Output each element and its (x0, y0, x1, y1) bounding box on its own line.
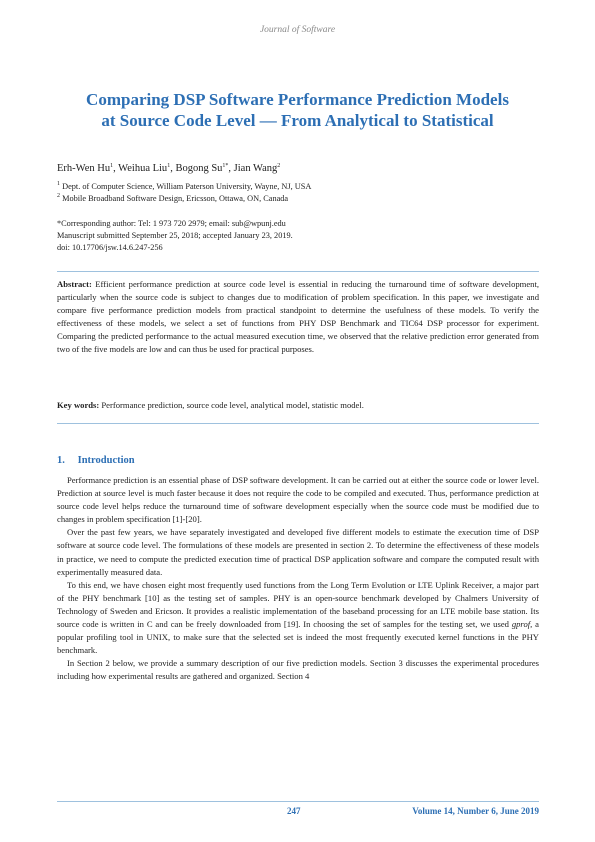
corresponding-author: *Corresponding author: Tel: 1 973 720 2979; email: sub@wpunj.edu (57, 219, 286, 228)
author-affiliation-mark: 1* (222, 163, 229, 169)
author-affiliation-mark: 2 (277, 163, 281, 169)
divider (57, 271, 539, 272)
doi: doi: 10.17706/jsw.14.6.247-256 (57, 243, 163, 252)
affiliation (57, 194, 288, 203)
tool-name: gprof (511, 619, 531, 630)
paragraph-text: To this end, we have chosen eight most frequently used functions from the Long Term Evolution or LTE Uplink Receiver, a major part of the PHY benchmark [10] as the testing set of samples. PHY is an open-source benchmark developed by Chalmers University of Technology of Sweden and Ericson. It provides a realistic implementation of the baseband processing for an LTE mobile base station. Its source code is written in C and can be freely downloaded from [19]. In choosing the set of samples for the testing set, we used (57, 579, 539, 630)
section-number: 1. (57, 455, 65, 466)
manuscript-dates: Manuscript submitted September 25, 2018; accepted January 23, 2019. (57, 231, 293, 240)
section-body (57, 474, 539, 684)
keywords-label: Key words: (57, 400, 100, 410)
section-heading (57, 455, 135, 466)
paragraph-text: , a popular profiling tool in UNIX, to make sure that the selected set is indeed the most frequently executed kernel functions in the PHY benchmark. (57, 619, 539, 656)
title-line-1: Comparing DSP Software Performance Prediction Models (86, 90, 509, 109)
divider (57, 423, 539, 424)
title-line-2: at Source Code Level — From Analytical to Statistical (101, 111, 494, 130)
author: Jian Wang (233, 163, 278, 174)
paragraph (57, 579, 539, 658)
paragraph: In Section 2 below, we provide a summary description of our five prediction models. Section 3 discusses the experimental procedures including how experimental results are gathered and organized. Section 4 (57, 658, 539, 682)
abstract (57, 278, 539, 357)
abstract-text: Efficient performance prediction at source code level is essential in reducing the turnaround time of software development, particularly when the source code is subject to changes due to modification of problem specification. In this paper, we investigate and compare five performance prediction models from practical standpoint to determine the usefulness of these models. To verify the effectiveness of these models, we select a set of functions from PHY DSP Benchmark and TIC64 DSP processor for experiment. Comparing the predicted performance to the actual measured execution time, we observed that the relative prediction error generated from two of the five models are low and can thus be used for practical purposes. (57, 279, 539, 355)
affiliation-mark: 1 (57, 181, 60, 187)
keywords (57, 400, 539, 410)
author: Bogong Su (175, 163, 223, 174)
author: Erh-Wen Hu (57, 163, 111, 174)
keywords-text: Performance prediction, source code level, analytical model, statistic model. (101, 400, 364, 410)
affiliation (57, 182, 311, 191)
author-list: Erh-Wen Hu$^1$, Weihua Liu$^1$, Bogong $Su^{1*}$, Jian Wang$^2$ (57, 163, 281, 174)
author: Weihua Liu (118, 163, 168, 174)
affiliation-text: Dept. of Computer Science, William Paterson University, Wayne, NJ, USA (62, 182, 312, 191)
page-number: 247 (287, 806, 301, 816)
footer-divider (57, 801, 539, 802)
issue-info: Volume 14, Number 6, June 2019 (412, 806, 539, 816)
paragraph: Performance prediction is an essential phase of DSP software development. It can be carried out at either the source code or lower level. Prediction at source level is much faster because it does not require the code to be compiled and executed. Thus, performance prediction at source code level helps reduce the turnaround time of software development especially when the source code must be modified due to changes in problem specification [1]-[20]. (57, 475, 539, 525)
section-title: Introduction (77, 455, 135, 466)
paper-title (40, 89, 555, 131)
affiliation-mark: 2 (57, 193, 60, 199)
author-affiliation-mark: 1 (167, 163, 171, 169)
abstract-label: Abstract: (57, 279, 92, 289)
paragraph: Over the past few years, we have separately investigated and developed five different models to estimate the execution time of DSP software at source code level. The formulations of these models are presented in section 2. To determine the effectiveness of these models in practice, we need to compute the predicted execution time of practical DSP application software and compare the computed result with experimentally measured data. (57, 527, 539, 577)
affiliation-text: Mobile Broadband Software Design, Ericsson, Ottawa, ON, Canada (62, 194, 289, 203)
journal-header: Journal of Software (259, 25, 336, 35)
author-affiliation-mark: 1 (110, 163, 114, 169)
